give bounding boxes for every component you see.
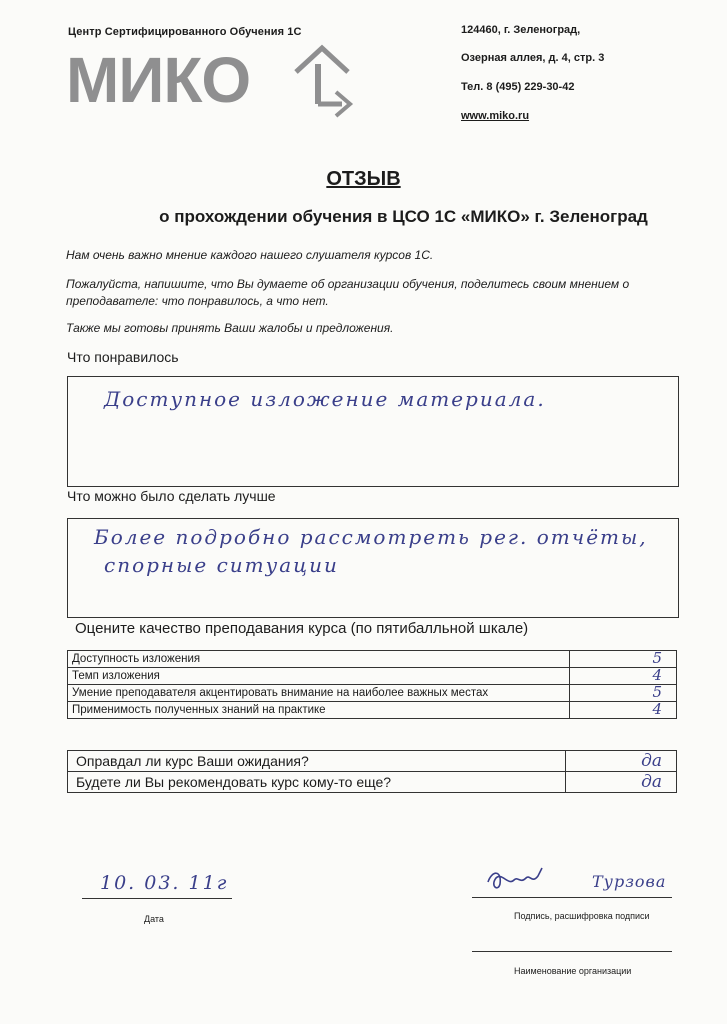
table-row bbox=[68, 651, 677, 668]
rating-score[interactable]: 4 bbox=[570, 668, 677, 685]
expectation-answer[interactable]: да bbox=[566, 751, 677, 772]
liked-answer-text: Доступное изложение материала. bbox=[104, 387, 546, 411]
table-row bbox=[68, 772, 677, 793]
expectation-label: Оправдал ли курс Ваши ожидания? bbox=[68, 751, 566, 772]
improve-label: Что можно было сделать лучше bbox=[67, 488, 276, 504]
address-line-2: Озерная аллея, д. 4, стр. 3 bbox=[461, 52, 605, 64]
expectation-answer[interactable]: да bbox=[566, 772, 677, 793]
house-arrow-icon bbox=[290, 42, 360, 120]
rating-label: Доступность изложения bbox=[68, 651, 570, 668]
rating-score[interactable]: 4 bbox=[570, 702, 677, 719]
signature-underline bbox=[472, 897, 672, 898]
rating-label: Применимость полученных знаний на практике bbox=[68, 702, 570, 719]
organization-underline bbox=[472, 951, 672, 952]
rating-label: Умение преподавателя акцентировать внимание на наиболее важных местах bbox=[68, 685, 570, 702]
phone-number: Тел. 8 (495) 229-30-42 bbox=[461, 81, 575, 93]
date-underline bbox=[82, 898, 232, 899]
intro-text-1: Нам очень важно мнение каждого нашего слушателя курсов 1С. bbox=[66, 248, 434, 262]
signature-label: Подпись, расшифровка подписи bbox=[514, 911, 650, 921]
improve-answer-box[interactable] bbox=[67, 518, 679, 618]
intro-text-2: Пожалуйста, напишите, что Вы думаете об организации обучения, поделитесь своим мнением о преподавателе: что понравилось, а что нет. bbox=[66, 277, 630, 308]
liked-label: Что понравилось bbox=[67, 349, 179, 365]
table-row bbox=[68, 702, 677, 719]
table-row bbox=[68, 685, 677, 702]
table-row bbox=[68, 668, 677, 685]
signature-name: Турзова bbox=[592, 872, 667, 891]
liked-answer-box[interactable] bbox=[67, 376, 679, 487]
rating-table bbox=[67, 650, 677, 719]
date-label: Дата bbox=[144, 914, 164, 924]
document-subtitle: о прохождении обучения в ЦСО 1С «МИКО» г. Зеленоград bbox=[159, 207, 648, 226]
organization-label: Наименование организации bbox=[514, 966, 632, 976]
rating-label: Темп изложения bbox=[68, 668, 570, 685]
logo-text: МИКО bbox=[66, 44, 251, 116]
address-line-1: 124460, г. Зеленоград, bbox=[461, 24, 581, 36]
improve-answer-line-1: Более подробно рассмотреть рег. отчёты, bbox=[94, 525, 648, 549]
expectation-label: Будете ли Вы рекомендовать курс кому-то еще? bbox=[68, 772, 566, 793]
expectations-table bbox=[67, 750, 677, 793]
website-link[interactable]: www.miko.ru bbox=[461, 110, 530, 122]
rating-score[interactable]: 5 bbox=[570, 651, 677, 668]
table-row bbox=[68, 751, 677, 772]
signature-scribble-icon bbox=[484, 864, 554, 894]
intro-text-3: Также мы готовы принять Ваши жалобы и предложения. bbox=[66, 321, 394, 335]
rating-score[interactable]: 5 bbox=[570, 685, 677, 702]
date-value: 10. 03. 11г bbox=[100, 872, 229, 894]
document-title: ОТЗЫВ bbox=[326, 168, 401, 190]
improve-answer-line-2: спорные ситуации bbox=[104, 553, 339, 577]
miko-logo bbox=[66, 42, 366, 118]
center-name: Центр Сертифицированного Обучения 1С bbox=[68, 26, 302, 38]
rating-title: Оцените качество преподавания курса (по пятибалльной шкале) bbox=[75, 620, 529, 637]
